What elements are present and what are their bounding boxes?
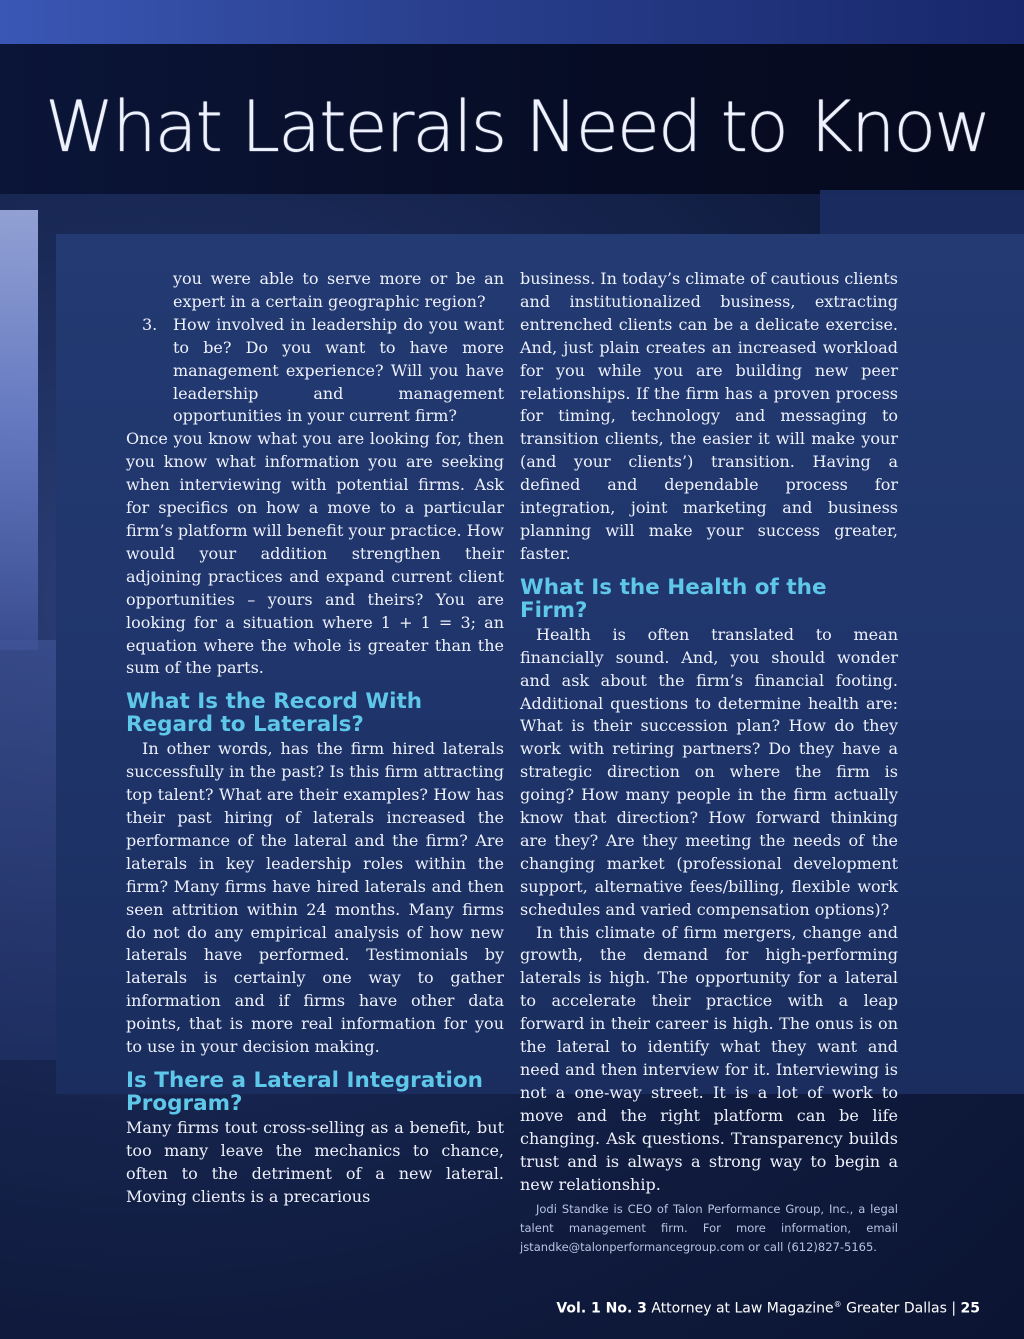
list-number: 3. [142,314,158,334]
body-paragraph: In other words, has the firm hired laterals successfully in the past? Is this firm attracting top talent? What are their examples? How has their past hiring of laterals increased the performance of the lateral and the firm? Are laterals in key leadership roles within the firm? Many firms have hired laterals and then seen attrition within 24 months. Many firms do not do any empirical analysis of how new laterals have performed. Testimonials by laterals is certainly one way to gather information and if firms have other data points, that is more real information for you to use in your decision making. [126,739,504,1057]
list-item-continued: you were able to serve more or be an expert in a certain geographic region? [173,269,504,311]
footer-magazine: Attorney at Law Magazine [651,1300,834,1317]
footer-volume: Vol. 1 No. 3 [556,1300,647,1317]
list-item [126,314,504,429]
list-item-text: How involved in leadership do you want to be? Do you want to have more management experience? Will you have leadership and management opportunities in your current firm? [173,314,504,426]
article-column-left [126,268,504,1209]
article-column-right [520,268,898,1257]
section-heading: What Is the Record With Regard to Laterals? [126,689,423,738]
background-light-beam [0,640,60,1060]
footer-registered-mark: ® [833,1300,842,1309]
body-paragraph: Once you know what you are looking for, then you know what information you are seeking when interviewing with potential firms. Ask for specifics on how a move to a particular firm’s platform will benefit your practice. How would your addition strengthen their adjoining practices and expand current client opportunities – yours and theirs? You are looking for a situation where 1 + 1 = 3; an equation where the whole is greater than the sum of the parts. [126,429,504,678]
section-heading: Is There a Lateral Integration Program? [126,1068,483,1116]
body-paragraph: Health is often translated to mean financially sound. And, you should wonder and ask about the firm’s financial footing. Additional questions to determine health are: What is their succession plan? How do they work with retiring partners? Do they have a strategic direction on where the firm is going? How many people in the firm actually know that direction? How forward thinking are they? Are they meeting the needs of the changing market (professional development support, alternative fees/billing, flexible work schedules and varied compensation options)? [520,624,898,919]
body-paragraph: Many firms tout cross-selling as a benefit, but too many leave the mechanics to chance, often to the detriment of a new lateral. Moving clients is a precarious [126,1118,504,1206]
page-number: 25 [960,1300,980,1317]
body-paragraph: In this climate of firm mergers, change and growth, the demand for high-performing laterals is high. The opportunity for a lateral to accelerate their practice with a leap forward in their career is high. The onus is on the lateral to identify what they want and need and then interview for it. Interviewing is not a one-way street. It is a lot of work to move and the right platform can be life changing. Ask questions. Transparency builds trust and is always a strong way to begin a new relationship. [520,922,898,1194]
body-paragraph: business. In today’s climate of cautious clients and institutionalized business, extracting entrenched clients can be a delicate exercise. And, just plain creates an increased workload for you while you are building new peer relationships. If the firm has a proven process for timing, technology and messaging to transition clients, the easier it will make your (and your clients’) transition. Having a defined and dependable process for integration, joint marketing and business planning will make your success greater, faster. [520,269,898,563]
footer-city: Greater Dallas | [846,1300,957,1317]
top-decorative-bar [0,0,1024,44]
author-bio: Jodi Standke is CEO of Talon Performance Group, Inc., a legal talent management firm. For more information, email jstandke@talonperformancegroup.com or call (612)827-5165. [520,1202,898,1255]
section-heading: What Is the Health of the Firm? [520,574,827,623]
background-light-beam [0,210,38,650]
page-footer [556,1300,980,1317]
page-title: What Laterals Need to Know [45,86,990,168]
